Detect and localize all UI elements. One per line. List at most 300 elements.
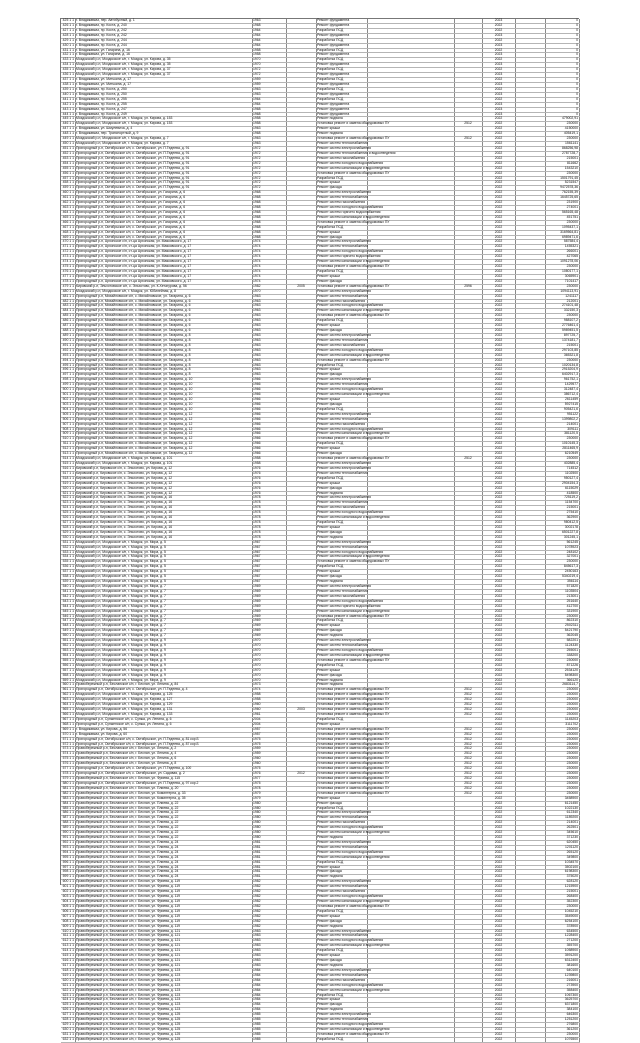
cell-year: 2022	[482, 826, 515, 831]
cell-address: Моздокский р-н, Моздокское с/п, г. Моздок, ул. Мира, д. 9	[75, 649, 252, 654]
cell-year: 2022	[482, 466, 515, 471]
cell-address: Правобережный р-н, Бесланское с/п, г. Беслан, ул. Плиева, д. 22	[75, 826, 252, 831]
cell-blank: Разработка ПСД	[316, 565, 367, 570]
cell-address: Правобережный р-н, Бесланское с/п, г. Беслан, ул. Фриева, д. 119	[75, 924, 252, 929]
cell-index: 493 1 1	[62, 352, 74, 357]
cell-year: 2022	[482, 289, 515, 294]
cell-blank: Установка ремонт и замена общедомовых ПУ	[317, 264, 390, 269]
cell-cost: 230000	[545, 658, 579, 663]
cell-address: Правобережный р-н, Бесланское с/п, г. Беслан, ул. Фриева, д. 119	[75, 909, 252, 914]
cell-address: Моздокский р-н, Моздокское с/п, г. Моздок, ул. Мира, д. 9	[75, 658, 252, 663]
cell-index: 516 1 1	[62, 465, 74, 470]
cell-index: 455 1 1	[62, 165, 74, 170]
cell-year: 2022	[482, 142, 515, 147]
cell-blank: Ремонт фундамента	[316, 33, 367, 38]
table-row	[61, 1037, 579, 1042]
cell-year: 2022	[482, 1032, 515, 1037]
cell-blank: Ремонт крыши	[316, 954, 367, 959]
cell-area: 2512	[454, 742, 482, 747]
cell-cost: 6501227,8	[545, 530, 579, 535]
cell-address: г. Владикавказ, пр. Коста, д. 240	[75, 23, 252, 28]
spreadsheet-table	[60, 18, 579, 1041]
cell-year: 2022	[482, 599, 515, 604]
cell-year-built: 1972	[252, 68, 286, 73]
cell-cost: 405419,1	[545, 132, 579, 137]
cell-index: 519 1 1	[62, 480, 74, 485]
cell-year-built: 1966	[252, 412, 286, 417]
cell-year-built: 1966	[252, 437, 286, 442]
cell-year: 2022	[482, 279, 515, 284]
cell-cost: 215001	[545, 156, 579, 161]
cell-year: 2022	[482, 545, 515, 550]
cell-address: Пригородный р-н, Михайловское с/п, с. Михайловское, ул. Гагарина, д. 12	[75, 422, 252, 427]
cell-year-built: 1963	[252, 294, 286, 299]
cell-blank: Ремонт крыши	[316, 481, 367, 486]
cell-year-built: 1964	[252, 28, 286, 33]
cell-blank	[515, 1037, 545, 1042]
cell-year-built: 1985	[252, 1027, 286, 1032]
cell-year-built: 1959	[252, 747, 286, 752]
cell-year-built: 1972	[252, 181, 286, 186]
cell-year-built: 1969	[252, 609, 286, 614]
cell-address: Пригородный р-н, Михайловское с/п, с. Михайловское, ул. Гагарина, д. 12	[75, 442, 252, 447]
cell-cost: 230000	[545, 688, 579, 693]
cell-address: Моздокский р-н, Моздокское с/п, г. Моздок, ул. Юбилейная, д. 8	[75, 289, 252, 294]
cell-year: 2022	[482, 959, 515, 964]
cell-blank: Разработка ПСД	[316, 270, 367, 275]
cell-blank: Ремонт систем канализации и водоотведения	[317, 392, 390, 397]
cell-index: 496 1 1	[62, 367, 74, 372]
cell-blank: Ремонт фундамента	[316, 53, 367, 58]
cell-year-built: 1970	[252, 63, 286, 68]
cell-index: 432 1 1	[62, 52, 74, 57]
cell-index: 486 1 1	[62, 318, 74, 323]
cell-index: 479 1 1	[62, 283, 74, 288]
cell-blank: Ремонт фасада	[316, 1003, 367, 1008]
cell-year-built: 1985	[252, 1032, 286, 1037]
cell-cost: 356114	[545, 580, 579, 585]
cell-cost: 1429577	[545, 383, 579, 388]
cell-year: 2022	[482, 353, 515, 358]
cell-year: 2022	[482, 988, 515, 993]
cell-blank: Ремонт фундамента	[316, 102, 367, 107]
cell-blank: Ремонт систем электроснабжения	[317, 465, 372, 470]
cell-year-built: 1978	[252, 516, 286, 521]
cell-cost: 3502100	[545, 865, 579, 870]
cell-year: 2022	[482, 634, 515, 639]
cell-index: 451 1 1	[62, 145, 74, 150]
cell-year-built: 1969	[252, 619, 286, 624]
cell-blank: Ремонт систем холодного водоснабжения	[317, 598, 384, 603]
cell-blank: Ремонт подвала	[316, 117, 367, 122]
cell-cost: 0	[545, 19, 579, 23]
cell-cost: 479002,91	[545, 117, 579, 122]
cell-cost: 5498300	[545, 673, 579, 678]
cell-year-built: 1974	[252, 255, 286, 260]
cell-year: 2022	[482, 78, 515, 83]
cell-year-built: 1982	[252, 904, 286, 909]
cell-year: 2022	[482, 28, 515, 33]
cell-cost: 268400	[545, 895, 579, 900]
cell-cost: 418500	[545, 491, 579, 496]
cell-year: 2022	[482, 1027, 515, 1032]
cell-year-built: 1978	[252, 506, 286, 511]
cell-index: 442 1 1	[62, 101, 74, 106]
cell-year: 2022	[482, 457, 515, 462]
cell-year: 2022	[482, 491, 515, 496]
cell-year: 2022	[482, 658, 515, 663]
cell-area: 2512	[454, 737, 482, 742]
cell-year-built: 1976	[252, 486, 286, 491]
cell-blank: Ремонт систем теплоснабжения	[317, 815, 368, 820]
cell-year: 2022	[482, 540, 515, 545]
cell-year-built: 1979	[252, 791, 286, 796]
cell-year: 2022	[482, 206, 515, 211]
cell-area: 2512	[454, 781, 482, 786]
cell-index: 470 1 1	[62, 239, 74, 244]
cell-year-built: 1976	[252, 476, 286, 481]
cell-address: Правобережный р-н, Бесланское с/п, г. Беслан, ул. Фриева, д. 121	[75, 964, 252, 969]
cell-area: 2512	[454, 791, 482, 796]
cell-year-built: 1974	[252, 265, 286, 270]
cell-year: 2022	[482, 644, 515, 649]
cell-year: 2022	[482, 270, 515, 275]
cell-year-built: 1963	[252, 324, 286, 329]
cell-address: Пригородный р-н, Архонское с/п, ст-ца Архонская, ул. Маяковского, д. 17	[75, 245, 252, 250]
cell-blank: Ремонт систем электроснабжения	[317, 879, 372, 884]
cell-year: 2022	[482, 521, 515, 526]
cell-index: 500 1 1	[62, 387, 74, 392]
cell-year: 2022	[482, 397, 515, 402]
cell-year-built: 1966	[252, 407, 286, 412]
cell-year-built: 1977	[252, 776, 286, 781]
cell-address: Пригородный р-н, Михайловское с/п, с. Михайловское, ул. Гагарина, д. 12	[75, 447, 252, 452]
cell-address: Моздокский р-н, Моздокское с/п, г. Моздок, ул. Мира, д. 9	[75, 639, 252, 644]
cell-year-built: 1958	[252, 122, 286, 127]
cell-address: Пригородный р-н, Михайловское с/п, с. Михайловское, ул. Гагарина, д. 10	[75, 402, 252, 407]
cell-address: Пригородный р-н, Михайловское с/п, с. Михайловское, ул. Гагарина, д. 6	[75, 314, 252, 319]
cell-year: 2022	[482, 609, 515, 614]
cell-year-built: 1972	[252, 151, 286, 156]
cell-blank: Разработка ПСД	[316, 28, 367, 33]
cell-blank: Ремонт систем теплоснабжения	[317, 972, 368, 977]
cell-year: 2023	[482, 82, 515, 87]
cell-year-built: 1968	[252, 112, 286, 117]
cell-blank: Ремонт фасада	[316, 919, 367, 924]
cell-index: 503 1 1	[62, 401, 74, 406]
cell-year: 2022	[482, 383, 515, 388]
cell-cost: 297103,85	[545, 348, 579, 353]
cell-address: Моздокский р-н, Моздокское с/п, г. Моздок, ул. Кирова, д. 125	[75, 693, 252, 698]
cell-area: 2512	[454, 137, 482, 142]
cell-year-built: 1963	[252, 19, 286, 23]
cell-address: Пригородный р-н, Михайловское с/п, с. Михайловское, ул. Гагарина, д. 6	[75, 329, 252, 334]
cell-index: 631 1 1	[62, 1031, 74, 1036]
cell-year-built: 1976	[252, 772, 286, 777]
cell-index: 556 1 1	[62, 662, 74, 667]
cell-cost: 2683114,7	[545, 683, 579, 688]
cell-cost: 402885,4	[545, 461, 579, 466]
cell-cost: 628120	[545, 880, 579, 885]
cell-cost: 230000	[545, 358, 579, 363]
cell-year: 2022	[482, 801, 515, 806]
cell-blank: Ремонт фасада	[316, 575, 367, 580]
cell-address: Правобережный р-н, Бесланское с/п, г. Беслан, ул. Плиева, д. 24	[75, 850, 252, 855]
cell-year: 2022	[482, 1003, 515, 1008]
cell-address: Пригородный р-н, Михайловское с/п, с. Михайловское, ул. Гагарина, д. 12	[75, 432, 252, 437]
cell-year-built: 1970	[252, 644, 286, 649]
cell-index: 435 1 1	[62, 67, 74, 72]
cell-year-built: 1981	[252, 850, 286, 855]
cell-index: 428 1 1	[62, 32, 74, 37]
cell-year-built: 1982	[252, 284, 286, 289]
cell-index: 439 1 1	[62, 86, 74, 91]
cell-cost: 3002178	[545, 525, 579, 530]
cell-year: 2022	[482, 319, 515, 324]
cell-year: 2022	[482, 481, 515, 486]
cell-year-built: 1972	[252, 156, 286, 161]
cell-year-built: 1974	[252, 260, 286, 265]
cell-year: 2023	[482, 43, 515, 48]
cell-cost: 1241117	[545, 294, 579, 299]
cell-cost: 634500	[545, 929, 579, 934]
cell-year: 2022	[482, 329, 515, 334]
cell-year-built: 1963	[252, 343, 286, 348]
cell-year-built: 1967	[252, 555, 286, 560]
cell-year-built: 1963	[252, 348, 286, 353]
cell-cost: 361200	[545, 1027, 579, 1032]
cell-year-built: 1972	[252, 186, 286, 191]
cell-year-built: 1981	[252, 855, 286, 860]
cell-blank: Ремонт систем канализации и водоотведения	[317, 554, 390, 559]
cell-index: 566 1 1	[62, 711, 74, 716]
cell-year: 2022	[482, 668, 515, 673]
cell-address: Пригородный р-н, Михайловское с/п, с. Михайловское, ул. Гагарина, д. 10	[75, 393, 252, 398]
cell-address: Моздокский р-н, Моздокское с/п, г. Моздок, ул. Мира, д. 7	[75, 599, 252, 604]
cell-cost: 6121450	[545, 801, 579, 806]
cell-year-built: 1968	[252, 196, 286, 201]
cell-index: 547 1 1	[62, 618, 74, 623]
cell-address: Пригородный р-н, Октябрьское с/п, с. Октябрьское, ул. Гагарина, д. 6	[75, 206, 252, 211]
cell-year-built: 1984	[252, 998, 286, 1003]
cell-year: 2022	[482, 309, 515, 314]
cell-year: 2022	[482, 737, 515, 742]
cell-address: Пригородный р-н, Михайловское с/п, с. Михайловское, ул. Гагарина, д. 8	[75, 368, 252, 373]
cell-blank: Ремонт систем газоснабжения	[317, 889, 366, 894]
cell-address: Моздокский р-н, Моздокское с/п, г. Моздок, ул. Мира, д. 9	[75, 678, 252, 683]
cell-address: Моздокский р-н, Моздокское с/п, г. Моздок, ул. Мира, д. 5	[75, 580, 252, 585]
cell-year: 2022	[482, 156, 515, 161]
cell-cost: 255001	[545, 649, 579, 654]
cell-year-built: 1967	[252, 560, 286, 565]
cell-cost: 366120	[545, 678, 579, 683]
cell-index: 563 1 1	[62, 697, 74, 702]
cell-address: Правобережный р-н, Бесланское с/п, г. Беслан, ул. Фриева, д. 121	[75, 939, 252, 944]
cell-cost: 262501	[545, 826, 579, 831]
cell-address: Пригородный р-н, Октябрьское с/п, с. Октябрьское, ул. П.Тедеева, д. 4	[75, 688, 252, 693]
cell-cost: 274001	[545, 206, 579, 211]
cell-blank: Ремонт систем теплоснабжения	[317, 1017, 368, 1022]
cell-year-built: 1963	[252, 299, 286, 304]
cell-cost: 1124330	[545, 644, 579, 649]
cell-blank: Ремонт систем электроснабжения	[317, 460, 372, 465]
cell-cost: 6989471,6	[545, 235, 579, 240]
cell-cost: 762155,39	[545, 191, 579, 196]
cell-cost: 1228400	[545, 934, 579, 939]
cell-cost: 371230	[545, 836, 579, 841]
cell-year: 2022	[482, 816, 515, 821]
cell-index: 509 1 1	[62, 431, 74, 436]
cell-year-built: 1963	[252, 373, 286, 378]
data-table	[61, 19, 580, 1043]
cell-address: Правобережный р-н, Бесланское с/п, г. Беслан, ул. Коминтерна, д. 35	[75, 796, 252, 801]
cell-year-built: 1969	[252, 604, 286, 609]
cell-address: Моздокский р-н, Моздокское с/п, г. Моздок, ул. Кирова, д. 35	[75, 58, 252, 63]
cell-cost: 0	[545, 107, 579, 112]
cell-blank: Ремонт систем канализации и водоотведения	[317, 352, 390, 357]
cell-cost: 231900	[545, 201, 579, 206]
cell-index: 461 1 1	[62, 195, 74, 200]
cell-address: г. Владикавказ, пр. Коста, д. 250	[75, 87, 252, 92]
cell-blank: Ремонт систем холодного водоснабжения	[317, 249, 384, 254]
cell-year-built: 1968	[252, 235, 286, 240]
cell-address: Моздокский р-н, Моздокское с/п, г. Моздок, ул. Мира, д. 5	[75, 545, 252, 550]
cell-year-built: 1966	[252, 432, 286, 437]
cell-index: 522 1 1	[62, 495, 74, 500]
cell-address: г. Владикавказ, пр. Коста, д. 255	[75, 102, 252, 107]
cell-year: 2022	[482, 776, 515, 781]
cell-address: Правобережный р-н, Бесланское с/п, г. Беслан, ул. Плиева, д. 22	[75, 806, 252, 811]
cell-blank: Ремонт систем холодного водоснабжения	[317, 825, 384, 830]
cell-blank: Ремонт систем теплоснабжения	[317, 195, 368, 200]
cell-address: Моздокский р-н, Моздокское с/п, г. Моздок, ул. Кирова, д. 37	[75, 73, 252, 78]
cell-cost: 230000	[545, 693, 579, 698]
cell-year-built: 1975	[252, 767, 286, 772]
cell-cost: 0	[545, 68, 579, 73]
cell-blank: Ремонт систем холодного водоснабжения	[317, 1022, 384, 1027]
cell-blank: Ремонт фасада	[316, 279, 367, 284]
cell-address: Пригородный р-н, Октябрьское с/п, с. Октябрьское, ул. П.Тедеева, д. 91	[75, 146, 252, 151]
cell-year-built: 1982	[252, 924, 286, 929]
cell-year: 2022	[482, 722, 515, 727]
cell-year-built: 1959	[252, 82, 286, 87]
cell-blank: Ремонт крыши	[316, 865, 367, 870]
cell-year-built: 1969	[252, 634, 286, 639]
cell-year: 2022	[482, 210, 515, 215]
cell-address: Пригородный р-н, Архонское с/п, ст-ца Архонская, ул. Маяковского, д. 17	[75, 274, 252, 279]
cell-year: 2022	[482, 201, 515, 206]
cell-cost: 230000	[545, 437, 579, 442]
cell-index: 593 1 1	[62, 844, 74, 849]
cell-year: 2022	[482, 747, 515, 752]
cell-year-built: 1972	[252, 166, 286, 171]
cell-year-built: 1969	[252, 614, 286, 619]
cell-year: 2022	[482, 895, 515, 900]
cell-blank: Ремонт систем теплоснабжения	[317, 244, 368, 249]
cell-cost: 1215900	[545, 885, 579, 890]
cell-cost: 412700	[545, 604, 579, 609]
cell-year-built: 1964	[252, 33, 286, 38]
cell-cost: 275410	[545, 511, 579, 516]
cell-blank: Ремонт крыши	[316, 914, 367, 919]
cell-year-built: 1963	[252, 358, 286, 363]
cell-address: Моздокский р-н, Моздокское с/п, г. Моздок, ул. Кирова, д. 7	[75, 137, 252, 142]
cell-blank: Установка ремонт и замена общедомовых ПУ	[317, 741, 390, 746]
cell-index: 615 1 1	[62, 953, 74, 958]
cell-year: 2022	[482, 1037, 515, 1042]
cell-cost: 214001	[545, 821, 579, 826]
cell-year-built: 2004	[252, 722, 286, 727]
cell-address: Моздокский р-н, Моздокское с/п, г. Моздок, ул. Мира, д. 7	[75, 624, 252, 629]
cell-address: Пригородный р-н, Михайловское с/п, с. Михайловское, ул. Гагарина, д. 8	[75, 334, 252, 339]
cell-year: 2022	[482, 274, 515, 279]
cell-address: Моздокский р-н, Моздокское с/п, г. Моздок, ул. Мира, д. 5	[75, 560, 252, 565]
cell-address: Пригородный р-н, Октябрьское с/п, с. Октябрьское, ул. Гагарина, д. 6	[75, 196, 252, 201]
cell-year: 2022	[482, 594, 515, 599]
cell-blank: Разработка ПСД	[316, 87, 367, 92]
cell-year: 2022	[482, 87, 515, 92]
cell-area	[454, 1037, 482, 1042]
cell-blank: Ремонт систем электроснабжения	[317, 928, 372, 933]
cell-index: 529 1 1	[62, 529, 74, 534]
cell-blank: Ремонт систем теплоснабжения	[317, 500, 368, 505]
cell-address: Пригородный р-н, Михайловское с/п, с. Михайловское, ул. Гагарина, д. 8	[75, 363, 252, 368]
cell-cost: 2776461,4	[545, 324, 579, 329]
cell-blank: Ремонт крыши	[316, 324, 367, 329]
cell-cost: 1201120	[545, 845, 579, 850]
cell-cost: 950127,4	[545, 476, 579, 481]
cell-blank: Установка ремонт и замена общедомовых ПУ	[317, 136, 390, 141]
cell-index: 441 1 1	[62, 96, 74, 101]
cell-index: 515 1 1	[62, 460, 74, 465]
cell-year-built: 1984	[252, 973, 286, 978]
cell-year-built: 1966	[252, 427, 286, 432]
cell-address: Пригородный р-н, Михайловское с/п, с. Михайловское, ул. Гагарина, д. 12	[75, 412, 252, 417]
cell-cost: 381600	[545, 964, 579, 969]
cell-year: 2022	[482, 555, 515, 560]
cell-cost: 1022130	[545, 806, 579, 811]
cell-area: 2512	[454, 747, 482, 752]
cell-index: 551 1 1	[62, 638, 74, 643]
cell-address: Моздокский р-н, Моздокское с/п, г. Моздок, ул. Мира, д. 5	[75, 570, 252, 575]
cell-year-built: 1983	[252, 954, 286, 959]
cell-cost: 1189200	[545, 816, 579, 821]
cell-index: 458 1 1	[62, 180, 74, 185]
cell-address: Правобережный р-н, Бесланское с/п, г. Беслан, ул. Плиева, д. 24	[75, 860, 252, 865]
cell-year: 2022	[482, 166, 515, 171]
cell-index: 591 1 1	[62, 835, 74, 840]
cell-cost: 0	[545, 102, 579, 107]
cell-year-built: 1966	[252, 452, 286, 457]
cell-year: 2022	[482, 343, 515, 348]
cell-blank: Установка ремонт и замена общедомовых ПУ	[317, 170, 390, 175]
cell-index: 600 1 1	[62, 879, 74, 884]
cell-year: 2022	[482, 909, 515, 914]
cell-address: Правобережный р-н, Бесланское с/п, г. Беслан, ул. Фриева, д. 119	[75, 914, 252, 919]
cell-year: 2022	[482, 146, 515, 151]
cell-cost: 0	[545, 58, 579, 63]
cell-index: 453 1 1	[62, 155, 74, 160]
cell-index: 425 1 1	[62, 18, 74, 22]
cell-index: 557 1 1	[62, 667, 74, 672]
cell-cost: 309111	[545, 427, 579, 432]
cell-year-built: 1959	[252, 752, 286, 757]
cell-year-built: 1976	[252, 466, 286, 471]
cell-address: г. Владикавказ, пер. Транспортный, д. 9	[75, 132, 252, 137]
cell-year-built: 1967	[252, 565, 286, 570]
cell-index: 618 1 1	[62, 967, 74, 972]
cell-year-built: 1981	[252, 865, 286, 870]
